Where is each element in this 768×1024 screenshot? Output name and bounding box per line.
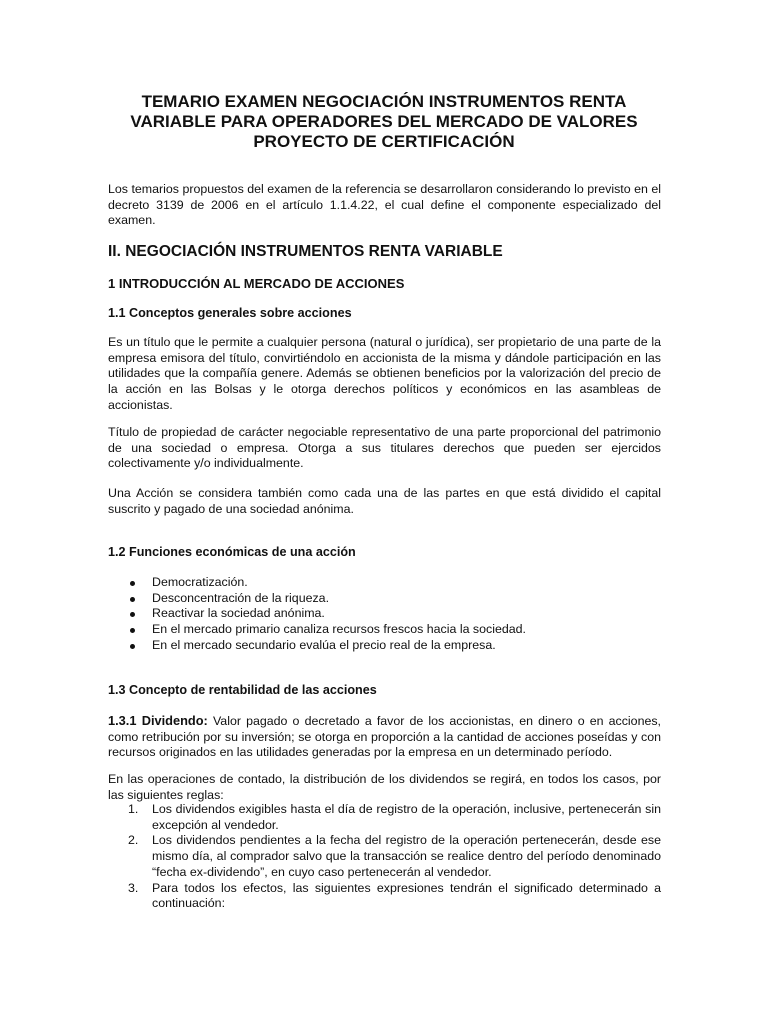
dividend-term: 1.3.1 Dividendo: [108,713,208,728]
document-title [100,92,668,152]
list-item: Democratización. [108,575,661,591]
title-line-3: PROYECTO DE CERTIFICACIÓN [253,132,515,151]
list-item: En el mercado secundario evalúa el precio real de la empresa. [108,638,661,654]
list-item: En el mercado primario canaliza recursos frescos hacia la sociedad. [108,622,661,638]
bullet-icon [130,644,135,649]
subsection-heading-1-2: 1.2 Funciones económicas de una acción [108,545,356,559]
list-item: Reactivar la sociedad anónima. [108,606,661,622]
dividend-definition: Valor pagado o decretado a favor de los accionistas, en dinero o en acciones, como retribución por su inversión; se otorga en proporción a la cantidad de acciones poseídas y con recursos originados en las utilidades generadas por la empresa en un determinado período. [108,714,661,760]
title-line-1: TEMARIO EXAMEN NEGOCIACIÓN INSTRUMENTOS RENTA [141,92,627,111]
list-item: 2. Los dividendos pendientes a la fecha del registro de la operación pertenecerán, desde ese mismo día, al comprador salvo que la transacción se realice dentro del período denominado “fecha ex-dividendo”, en cuyo caso pertenecerán al vendedor. [128,833,661,879]
paragraph-1-1-a: Es un título que le permite a cualquier persona (natural o jurídica), ser propietario de una parte de la empresa emisora del título, convirtiéndolo en accionista de la misma y dándole participación en las utilidades que la compañía genere. Además se obtienen beneficios por la valorización del precio de la acción en las Bolsas y le otorga derechos políticos y económicos en las asambleas de accionistas. [108,335,661,412]
bullet-icon [130,597,135,602]
rules-intro-paragraph: En las operaciones de contado, la distribución de los dividendos se regirá, en todos los casos, por las siguientes reglas: [108,772,661,802]
bullet-icon [130,628,135,633]
functions-list [108,575,661,654]
bullet-icon [130,612,135,617]
subsection-heading-1-3: 1.3 Concepto de rentabilidad de las acciones [108,683,377,697]
list-item: Desconcentración de la riqueza. [108,591,661,607]
list-item: 1. Los dividendos exigibles hasta el día de registro de la operación, inclusive, pertenecerán sin excepción al vendedor. [128,802,661,832]
title-line-2: VARIABLE PARA OPERADORES DEL MERCADO DE VALORES [130,112,638,131]
dividend-paragraph [108,713,661,761]
section-heading: II. NEGOCIACIÓN INSTRUMENTOS RENTA VARIABLE [108,243,503,260]
chapter-heading: 1 INTRODUCCIÓN AL MERCADO DE ACCIONES [108,276,405,291]
subsection-heading-1-1: 1.1 Conceptos generales sobre acciones [108,306,352,320]
rules-list [108,802,661,912]
paragraph-1-1-b: Título de propiedad de carácter negociable representativo de una parte proporcional del patrimonio de una sociedad o empresa. Otorga a sus titulares derechos que pueden ser ejercidos colectivamente y/o individualmente. [108,425,661,471]
intro-paragraph: Los temarios propuestos del examen de la referencia se desarrollaron considerando lo previsto en el decreto 3139 de 2006 en el artículo 1.1.4.22, el cual define el componente especializado del examen. [108,182,661,228]
bullet-icon [130,581,135,586]
paragraph-1-1-c: Una Acción se considera también como cada una de las partes en que está dividido el capital suscrito y pagado de una sociedad anónima. [108,486,661,516]
list-item: 3. Para todos los efectos, las siguientes expresiones tendrán el significado determinado a continuación: [128,880,661,911]
